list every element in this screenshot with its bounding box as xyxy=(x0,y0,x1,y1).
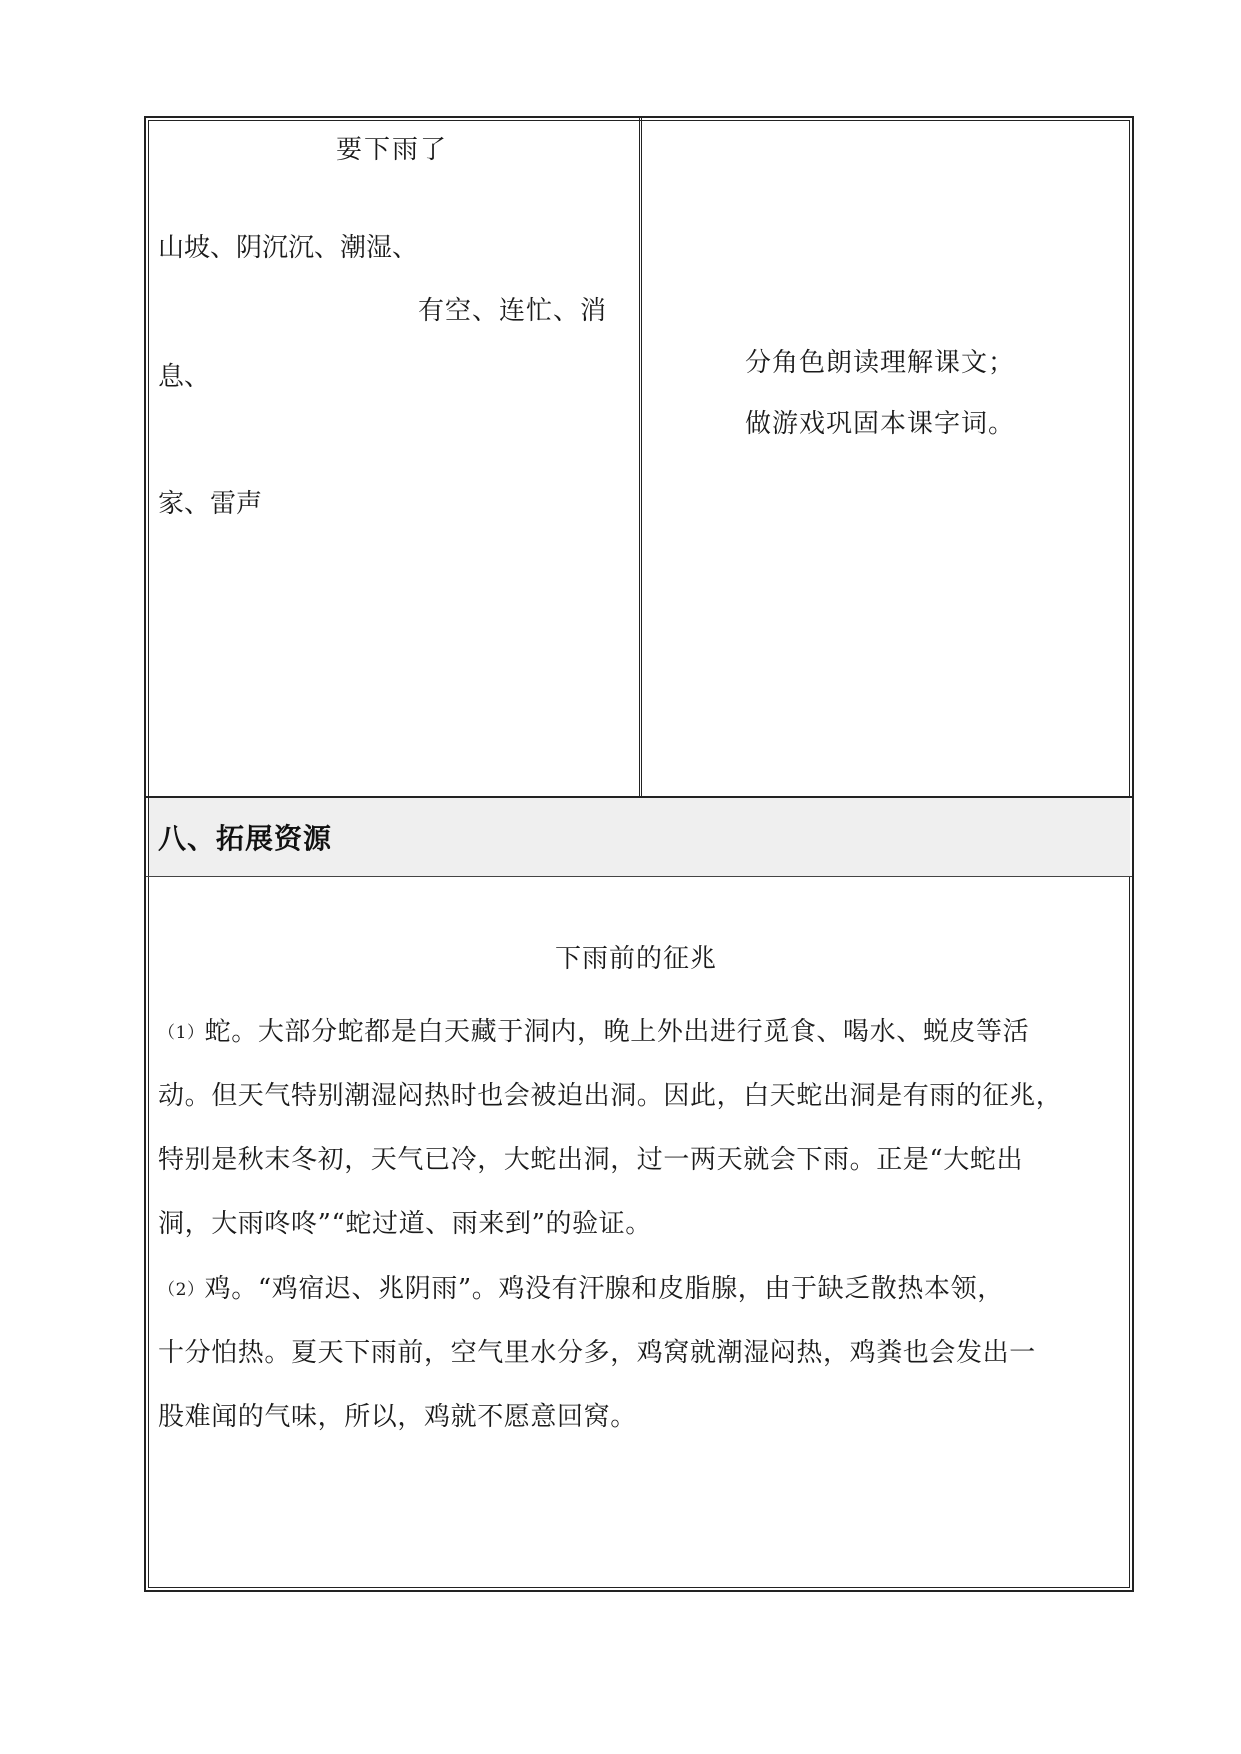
item1-line-1 xyxy=(158,1011,1029,1048)
item1-text-1: 蛇。大部分蛇都是白天藏于洞内，晚上外出进行觅食、喝水、蜕皮等活 xyxy=(204,1017,1030,1047)
item1-line-2: 动。但天气特别潮湿闷热时也会被迫出洞。因此，白天蛇出洞是有雨的征兆， xyxy=(158,1081,1063,1111)
activity-line-2: 做游戏巩固本课字词。 xyxy=(745,409,1016,439)
resource-title: 下雨前的征兆 xyxy=(555,944,718,974)
vocab-line-1: 山坡、阴沉沉、潮湿、 xyxy=(158,233,419,263)
item1-line-4: 洞，大雨咚咚”“蛇过道、雨来到”的验证。 xyxy=(158,1209,652,1239)
section-heading: 八、拓展资源 xyxy=(158,822,333,855)
item1-line-3: 特别是秋末冬初，天气已冷，大蛇出洞，过一两天就会下雨。正是“大蛇出 xyxy=(158,1145,1024,1175)
column-divider xyxy=(639,118,642,797)
item2-line-2: 十分怕热。夏天下雨前，空气里水分多，鸡窝就潮湿闷热，鸡粪也会发出一 xyxy=(158,1338,1036,1368)
item2-marker: （2） xyxy=(158,1280,205,1300)
activity-line-1: 分角色朗读理解课文； xyxy=(745,348,1016,378)
vocab-line-2: 有空、连忙、消 xyxy=(418,296,608,326)
section-divider xyxy=(146,876,1132,877)
item2-line-3: 股难闻的气味，所以，鸡就不愿意回窝。 xyxy=(158,1402,637,1432)
lesson-title: 要下雨了 xyxy=(336,135,449,165)
vocab-line-3: 息、 xyxy=(158,362,211,392)
vocab-line-4: 家、雷声 xyxy=(158,489,263,519)
item2-line-1 xyxy=(158,1268,1004,1305)
item2-text-1: 鸡。“鸡宿迟、兆阴雨”。鸡没有汗腺和皮脂腺，由于缺乏散热本领， xyxy=(204,1274,1004,1304)
item1-marker: （1） xyxy=(158,1023,205,1043)
